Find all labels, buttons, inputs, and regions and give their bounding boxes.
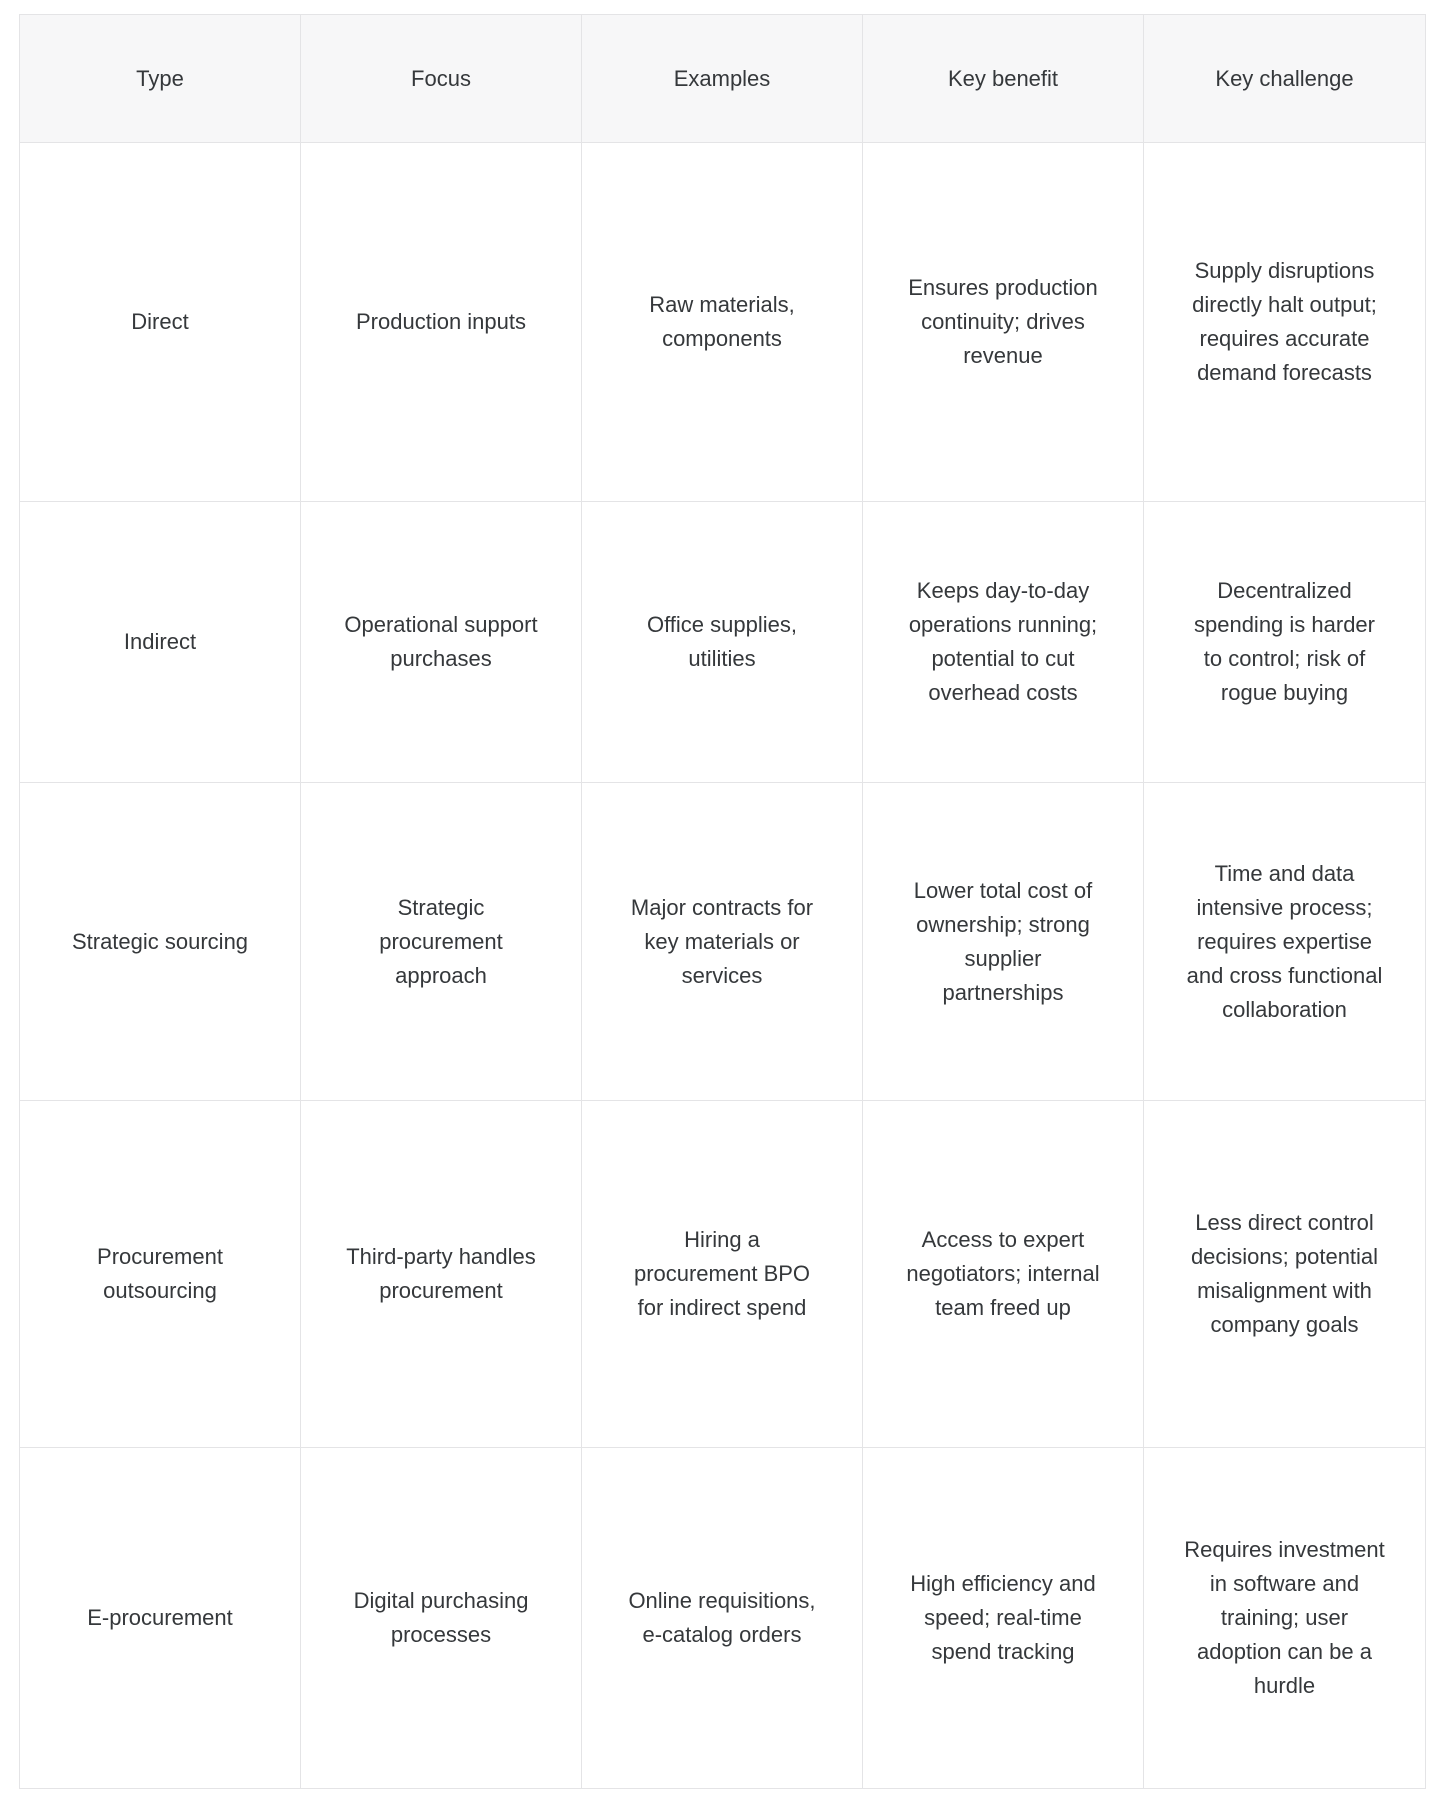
cell-e-procurement-key-challenge: Requires investment in software and training; user adoption can be a hurdle (1144, 1448, 1425, 1788)
table-row-procurement-outsourcing (20, 1101, 1425, 1448)
row-label-direct: Direct (20, 143, 301, 502)
row-label-strategic-sourcing: Strategic sourcing (20, 783, 301, 1101)
cell-e-procurement-examples: Online requisitions, e-catalog orders (582, 1448, 863, 1788)
cell-e-procurement-focus: Digital purchasing processes (301, 1448, 582, 1788)
row-label-procurement-outsourcing: Procurement outsourcing (20, 1101, 301, 1448)
table-body (20, 143, 1425, 1788)
column-header-examples: Examples (582, 15, 863, 143)
table-header-row (20, 15, 1425, 143)
cell-strategic-sourcing-key-benefit: Lower total cost of ownership; strong supplier partnerships (863, 783, 1144, 1101)
cell-indirect-key-benefit: Keeps day-to-day operations running; potential to cut overhead costs (863, 502, 1144, 783)
cell-direct-key-benefit: Ensures production continuity; drives revenue (863, 143, 1144, 502)
cell-indirect-focus: Operational support purchases (301, 502, 582, 783)
column-header-type: Type (20, 15, 301, 143)
column-header-key-benefit: Key benefit (863, 15, 1144, 143)
table-row-strategic-sourcing (20, 783, 1425, 1101)
cell-procurement-outsourcing-focus: Third-party handles procurement (301, 1101, 582, 1448)
table-header (20, 15, 1425, 143)
cell-procurement-outsourcing-examples: Hiring a procurement BPO for indirect spend (582, 1101, 863, 1448)
row-label-indirect: Indirect (20, 502, 301, 783)
cell-direct-focus: Production inputs (301, 143, 582, 502)
cell-indirect-key-challenge: Decentralized spending is harder to control; risk of rogue buying (1144, 502, 1425, 783)
cell-indirect-examples: Office supplies, utilities (582, 502, 863, 783)
cell-strategic-sourcing-focus: Strategic procurement approach (301, 783, 582, 1101)
table-row-indirect (20, 502, 1425, 783)
row-label-e-procurement: E-procurement (20, 1448, 301, 1788)
column-header-focus: Focus (301, 15, 582, 143)
cell-e-procurement-key-benefit: High efficiency and speed; real-time spend tracking (863, 1448, 1144, 1788)
table-row-direct (20, 143, 1425, 502)
cell-procurement-outsourcing-key-benefit: Access to expert negotiators; internal team freed up (863, 1101, 1144, 1448)
comparison-table (20, 15, 1425, 1788)
cell-direct-examples: Raw materials, components (582, 143, 863, 502)
cell-strategic-sourcing-key-challenge: Time and data intensive process; requires expertise and cross functional collaboration (1144, 783, 1425, 1101)
cell-direct-key-challenge: Supply disruptions directly halt output; requires accurate demand forecasts (1144, 143, 1425, 502)
cell-strategic-sourcing-examples: Major contracts for key materials or services (582, 783, 863, 1101)
table-row-e-procurement (20, 1448, 1425, 1788)
cell-procurement-outsourcing-key-challenge: Less direct control decisions; potential misalignment with company goals (1144, 1101, 1425, 1448)
procurement-types-table (19, 14, 1426, 1789)
column-header-key-challenge: Key challenge (1144, 15, 1425, 143)
